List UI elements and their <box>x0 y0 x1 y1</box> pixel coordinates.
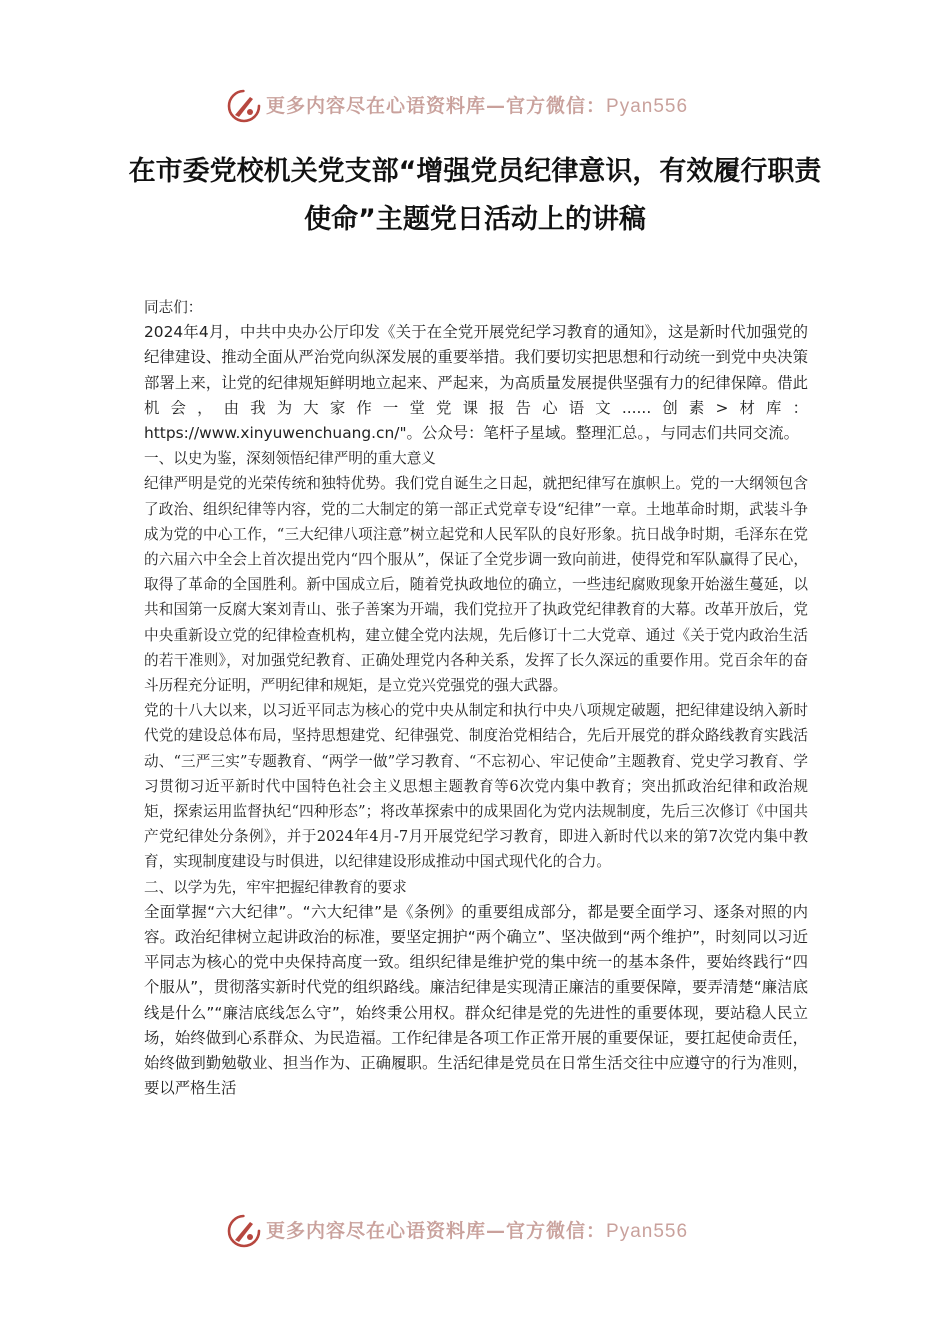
watermark-wechat-id: Pyan556 <box>606 1221 689 1242</box>
watermark-banner-bottom <box>0 1209 950 1253</box>
section-1-paragraph-2: 党的十八大以来，以习近平同志为核心的党中央从制定和执行中央八项规定破题，把纪律建设纳入新时代党的建设总体布局，坚持思想建党、纪律强党、制度治党相结合，先后开展党的群众路线教育实践活动、“三严三实”专题教育、“两学一做”学习教育、“不忘初心、牢记使命”主题教育、党史学习教育、学习贯彻习近平新时代中国特色社会主义思想主题教育等6次党内集中教育；突出抓政治纪律和政治规矩，探索运用监督执纪“四种形态”；将改革探索中的成果固化为党内法规制度，先后三次修订《中国共产党纪律处分条例》，并于2024年4月-7月开展党纪学习教育，即进入新时代以来的第7次党内集中教育，实现制度建设与时俱进，以纪律建设形成推动中国式现代化的合力。 <box>144 702 808 871</box>
section-1-paragraph-1: 纪律严明是党的光荣传统和独特优势。我们党自诞生之日起，就把纪律写在旗帜上。党的一大纲领包含了政治、组织纪律等内容，党的二大制定的第一部正式党章专设“纪律”一章。土地革命时期，武装斗争成为党的中心工作，“三大纪律八项注意”树立起党和人民军队的良好形象。抗日战争时期，毛泽东在党的六届六中全会上首次提出党内“四个服从”，保证了全党步调一致向前进，使得党和军队赢得了民心，取得了革命的全国胜利。新中国成立后，随着党执政地位的确立，一些违纪腐败现象开始滋生蔓延，以共和国第一反腐大案刘青山、张子善案为开端，我们党拉开了执政党纪律教育的大幕。改革开放后，党中央重新设立党的纪律检查机构，建立健全党内法规，先后修订十二大党章、通过《关于党内政治生活的若干准则》，对加强党纪教育、正确处理党内各种关系，发挥了长久深远的重要作用。党百余年的奋斗历程充分证明，严明纪律和规矩，是立党兴党强党的强大武器。 <box>144 475 808 695</box>
watermark-wechat-id: Pyan556 <box>606 96 689 117</box>
watermark-text: 更多内容尽在心语资料库—官方微信：Pyan556 <box>266 1220 689 1242</box>
intro-paragraph: 2024年4月，中共中央办公厅印发《关于在全党开展党纪学习教育的通知》，这是新时代加强党的纪律建设、推动全面从严治党向纵深发展的重要举措。我们要切实把思想和行动统一到党中央决策部署上来，让党的纪律规矩鲜明地立起来、严起来，为高质量发展提供坚强有力的纪律保障。借此机会，由我为大家作一堂党课报告心语文......创素>材库：https://www.xinyuwenchuang.cn/"。公众号：笔杆子星域。整理汇总。，与同志们共同交流。 <box>144 323 808 443</box>
watermark-banner-top <box>0 84 950 128</box>
brush-circle-logo-icon <box>226 1213 262 1249</box>
brush-circle-logo-icon <box>226 88 262 124</box>
section-2-heading: 二、以学为先，牢牢把握纪律教育的要求 <box>144 878 407 896</box>
watermark-text: 更多内容尽在心语资料库—官方微信：Pyan556 <box>266 95 689 117</box>
section-1-heading: 一、以史为鉴，深刻领悟纪律严明的重大意义 <box>144 450 436 468</box>
section-2-paragraph-1: 全面掌握“六大纪律”。“六大纪律”是《条例》的重要组成部分，都是要全面学习、逐条对照的内容。政治纪律树立起讲政治的标准，要坚定拥护“两个确立”、坚决做到“两个维护”，时刻同以习近平同志为核心的党中央保持高度一致。组织纪律是维护党的集中统一的基本条件，要始终践行“四个服从”，贯彻落实新时代党的组织路线。廉洁纪律是实现清正廉洁的重要保障，要弄清楚“廉洁底线是什么”“廉洁底线怎么守”，始终秉公用权。群众纪律是党的先进性的重要体现，要站稳人民立场，始终做到心系群众、为民造福。工作纪律是各项工作正常开展的重要保证，要扛起使命责任，始终做到勤勉敬业、担当作为、正确履职。生活纪律是党员在日常生活交往中应遵守的行为准则，要以严格生活 <box>144 902 808 1098</box>
document-body <box>144 295 808 1102</box>
document-title: 在市委党校机关党支部“增强党员纪律意识，有效履行职责使命”主题党日活动上的讲稿 <box>128 156 822 235</box>
salutation: 同志们： <box>144 299 203 316</box>
